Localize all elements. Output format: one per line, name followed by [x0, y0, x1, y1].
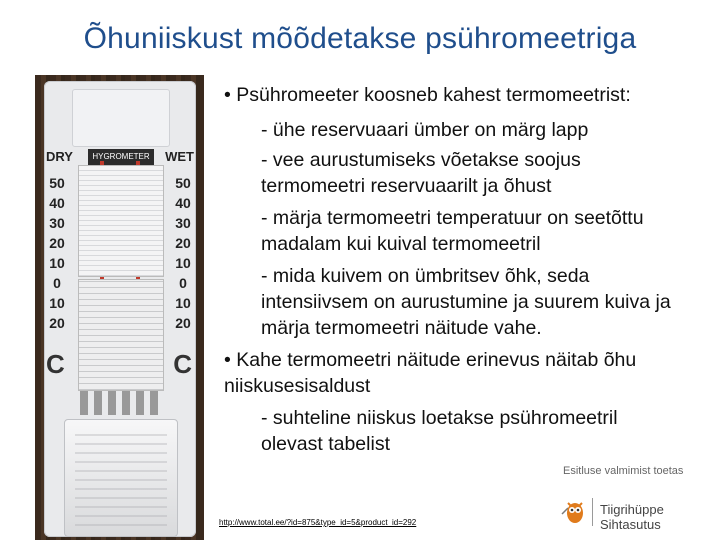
scale-tick: 10 — [49, 255, 65, 271]
wet-label: WET — [165, 149, 194, 164]
water-reservoir — [64, 419, 178, 537]
vent-slots — [80, 391, 160, 415]
sub-item: - mida kuivem on ümbritsev õhk, seda intensiivsem on aurustumine ja suurem kuiva ja märja termomeetri näitude vahe. — [261, 265, 671, 339]
sub-item: - vee aurustumiseks võetakse soojus termomeetri reservuaarilt ja õhust — [261, 149, 581, 197]
sub-item: - suhteline niiskus loetakse psühromeetril olevast tabelist — [261, 407, 618, 455]
bullet-point: • Kahe termomeetri näitude erinevus näitab õhu niiskusesisaldust — [224, 349, 637, 397]
hygrometer-label: HYGROMETER — [88, 149, 154, 165]
scale-tick: 50 — [175, 175, 191, 191]
scale-tick: 20 — [175, 315, 191, 331]
humidity-table — [78, 165, 164, 277]
celsius-label-left: C — [46, 349, 65, 379]
hygrometer-photo — [35, 75, 204, 540]
logo-divider — [592, 498, 593, 526]
hygrometer-device — [44, 81, 196, 537]
scale-tick: 0 — [179, 275, 187, 291]
scale-tick: 10 — [175, 295, 191, 311]
scale-tick: 0 — [53, 275, 61, 291]
scale-tick: 20 — [49, 315, 65, 331]
scale-tick: 10 — [49, 295, 65, 311]
sponsor-logo — [540, 494, 710, 534]
right-temperature-scale — [172, 173, 194, 333]
scale-tick: 30 — [49, 215, 65, 231]
celsius-label-right: C — [173, 349, 192, 379]
scale-tick: 20 — [175, 235, 191, 251]
scale-tick: 40 — [49, 195, 65, 211]
scale-tick: 20 — [49, 235, 65, 251]
scale-tick: 40 — [175, 195, 191, 211]
owl-icon — [560, 496, 586, 526]
logo-name: Tiigrihüppe Sihtasutus — [600, 502, 664, 532]
dry-label: DRY — [46, 149, 73, 164]
instructions-panel — [78, 279, 164, 391]
scale-tick: 50 — [49, 175, 65, 191]
scale-tick: 10 — [175, 255, 191, 271]
slide-title: Õhuniiskust mõõdetakse psühromeetriga — [83, 22, 637, 55]
logo-caption: Esitluse valmimist toetas — [563, 465, 684, 477]
scale-tick: 30 — [175, 215, 191, 231]
bullet-point: • Psühromeeter koosneb kahest termomeetrist: — [224, 84, 631, 106]
left-temperature-scale — [46, 173, 68, 333]
sub-item: - ühe reservuaari ümber on märg lapp — [261, 119, 589, 141]
hygrometer-top-cap — [72, 89, 170, 147]
sub-item: - märja termomeetri temperatuur on seetõttu madalam kui kuival termomeetril — [261, 207, 644, 255]
source-link[interactable]: http://www.total.ee/?id=875&type_id=5&product_id=292 — [219, 518, 417, 527]
